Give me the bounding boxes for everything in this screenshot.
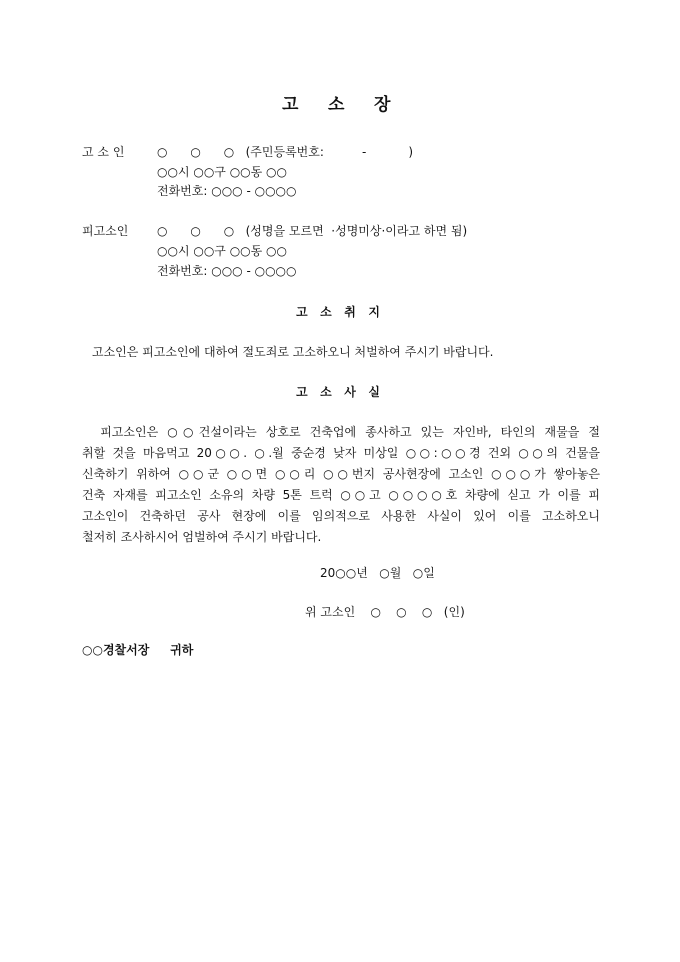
defendant-name: ○ ○ ○ (성명을 모르면 ·성명미상·이라고 하면 됨) [157,224,468,238]
facts-line: 건축 자재를 피고소인 소유의 차량 5톤 트럭 ○○고 ○○○○호 차량에 싣고 가 이를 피 [82,488,600,502]
complainant-phone: 전화번호: ○○○ - ○○○○ [157,184,297,198]
complainant-label: 고 소 인 [82,145,125,159]
facts-heading: 고 소 사 실 [296,385,380,399]
signature-line: 위 고소인 ○ ○ ○ (인) [305,605,465,619]
complainant-name: ○ ○ ○ (주민등록번호: - ) [157,145,414,159]
facts-line: 철저히 조사하시어 엄벌하여 주시기 바랍니다. [82,530,322,544]
recipient: ○○경찰서장 귀하 [82,643,194,657]
defendant-address: ○○시 ○○구 ○○동 ○○ [157,244,287,258]
document-date: 20○○년 ○월 ○일 [320,566,435,580]
facts-line: 취할 것을 마음먹고 20○○. ○.월 중순경 낮자 미상일 ○○:○○경 건외 ○○의 건물을 [82,446,600,460]
facts-line: 고소인이 건축하던 공사 현장에 이를 임의적으로 사용한 사실이 있어 이를 고소하오니 [82,509,600,523]
facts-line: 피고소인은 ○○건설이라는 상호로 건축업에 종사하고 있는 자인바, 타인의 재물을 절 [82,425,600,439]
document-title: 고 소 장 [282,95,391,115]
defendant-phone: 전화번호: ○○○ - ○○○○ [157,264,297,278]
facts-paragraph [82,422,600,548]
purpose-text: 고소인은 피고소인에 대하여 절도죄로 고소하오니 처벌하여 주시기 바랍니다. [92,345,494,359]
facts-line: 신축하기 위하여 ○○군 ○○면 ○○리 ○○번지 공사현장에 고소인 ○○○가 쌓아놓은 [82,467,600,481]
complainant-address: ○○시 ○○구 ○○동 ○○ [157,165,287,179]
purpose-heading: 고 소 취 지 [296,305,380,319]
defendant-label: 피고소인 [82,224,129,238]
